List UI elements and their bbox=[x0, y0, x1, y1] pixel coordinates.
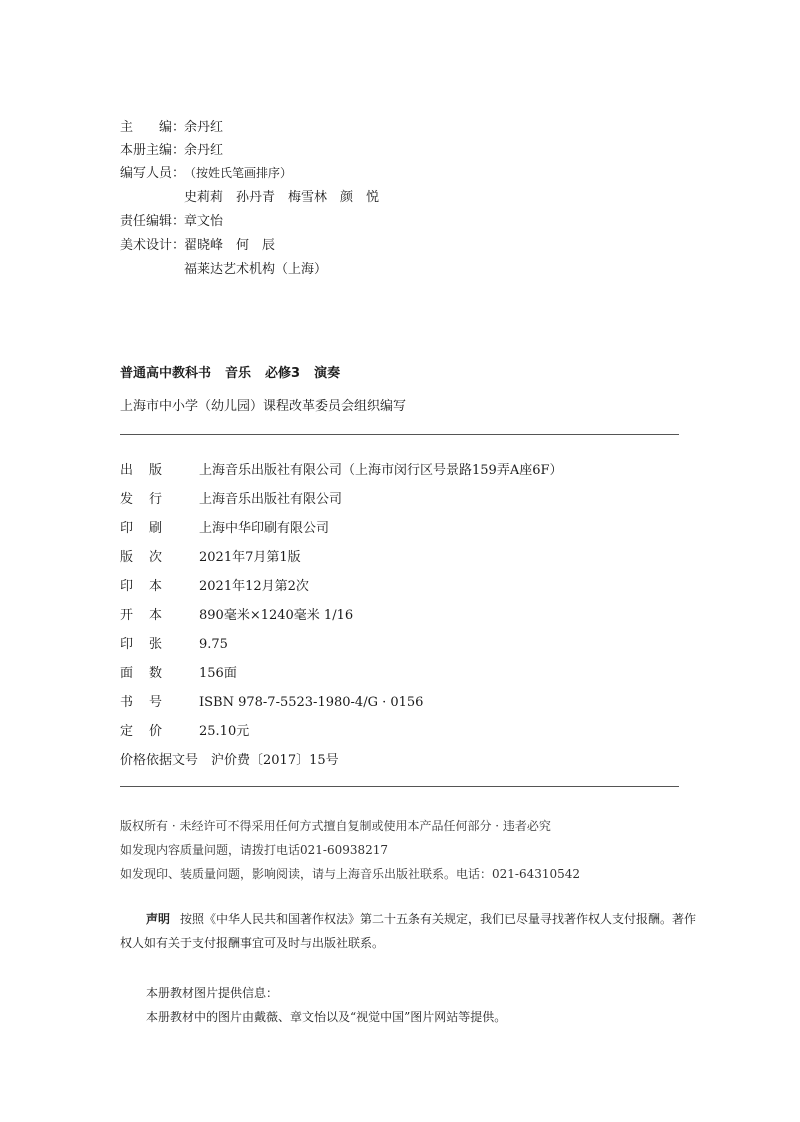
info-row bbox=[120, 517, 329, 536]
info-label: 行 bbox=[149, 492, 163, 507]
info-label: 刷 bbox=[149, 521, 163, 536]
declaration bbox=[120, 907, 700, 955]
credit-responsible-editor bbox=[120, 210, 223, 229]
art-design-agency: 福莱达艺术机构（上海） bbox=[184, 262, 328, 277]
credit-label: 本册主编： bbox=[120, 143, 186, 158]
info-label: 本 bbox=[149, 608, 163, 623]
credit-label: 责任编辑： bbox=[120, 214, 186, 229]
info-row bbox=[120, 488, 342, 507]
content-quality-notice: 如发现内容质量问题，请拨打电话021-60938217 bbox=[120, 843, 389, 857]
info-label: 印 bbox=[120, 521, 134, 536]
info-row bbox=[120, 546, 301, 565]
info-label: 版 bbox=[149, 463, 163, 478]
info-label: 号 bbox=[149, 695, 163, 710]
writers-names: 史莉莉 孙丹青 梅雪林 颜 悦 bbox=[184, 190, 380, 205]
info-value: 上海中华印刷有限公司 bbox=[199, 521, 330, 536]
info-row bbox=[120, 662, 237, 681]
declaration-text: 按照《中华人民共和国著作权法》第二十五条有关规定，我们已尽量寻找著作权人支付报酬。著作权人如有关于支付报酬事宜可及时与出版社联系。 bbox=[120, 912, 697, 950]
info-row bbox=[120, 633, 228, 652]
info-value: 9.75 bbox=[199, 637, 228, 652]
info-row bbox=[120, 575, 309, 594]
info-label: 发 bbox=[120, 492, 134, 507]
info-row bbox=[120, 720, 249, 739]
book-title bbox=[120, 362, 354, 381]
info-label: 开 bbox=[120, 608, 134, 623]
picture-info-text: 本册教材中的图片由戴薇、章文怡以及“视觉中国”图片网站等提供。 bbox=[146, 1010, 507, 1024]
credit-value: 章文怡 bbox=[184, 214, 224, 229]
credit-editor bbox=[120, 116, 223, 135]
info-label: 版 bbox=[120, 550, 134, 565]
info-label: 定 bbox=[120, 724, 134, 739]
info-label: 面 bbox=[120, 666, 134, 681]
info-value: 2021年7月第1版 bbox=[199, 550, 301, 565]
title-part: 必修3 bbox=[265, 366, 301, 381]
info-row bbox=[120, 459, 563, 478]
price-basis: 价格依据文号 沪价费〔2017〕15号 bbox=[120, 753, 339, 768]
info-row bbox=[120, 691, 423, 710]
info-label: 价 bbox=[149, 724, 163, 739]
compiler-org: 上海市中小学（幼儿园）课程改革委员会组织编写 bbox=[120, 399, 407, 414]
info-label: 次 bbox=[149, 550, 163, 565]
info-label: 数 bbox=[149, 666, 163, 681]
credit-value: 翟晓峰 何 辰 bbox=[184, 238, 276, 253]
picture-info-heading: 本册教材图片提供信息： bbox=[146, 986, 279, 1000]
copyright-notice: 版权所有 · 未经许可不得采用任何方式擅自复制或使用本产品任何部分 · 违者必究 bbox=[120, 819, 551, 833]
credit-writers bbox=[120, 162, 292, 181]
declaration-label: 声明 bbox=[146, 912, 171, 926]
credit-volume-editor bbox=[120, 139, 223, 158]
credit-art-design bbox=[120, 234, 275, 253]
credit-value: 余丹红 bbox=[184, 120, 224, 135]
info-value: 上海音乐出版社有限公司 bbox=[199, 492, 343, 507]
info-value: 156面 bbox=[199, 666, 237, 681]
writers-order-note: （按姓氏笔画排序） bbox=[184, 166, 293, 180]
info-value: 890毫米×1240毫米 1/16 bbox=[199, 608, 354, 623]
divider-bottom bbox=[120, 786, 679, 787]
info-value: ISBN 978-7-5523-1980-4/G · 0156 bbox=[199, 695, 424, 710]
info-row bbox=[120, 604, 353, 623]
credit-label: 主 编： bbox=[120, 120, 186, 135]
info-label: 书 bbox=[120, 695, 134, 710]
title-part: 演奏 bbox=[314, 366, 341, 381]
credit-label: 编写人员： bbox=[120, 166, 186, 181]
info-value: 2021年12月第2次 bbox=[199, 579, 309, 594]
credit-value: 余丹红 bbox=[184, 143, 224, 158]
info-value: 25.10元 bbox=[199, 724, 250, 739]
info-label: 印 bbox=[120, 579, 134, 594]
info-label: 本 bbox=[149, 579, 163, 594]
info-label: 张 bbox=[149, 637, 163, 652]
divider-top bbox=[120, 434, 679, 435]
info-label: 印 bbox=[120, 637, 134, 652]
title-part: 普通高中教科书 bbox=[120, 366, 212, 381]
info-label: 出 bbox=[120, 463, 134, 478]
print-quality-notice: 如发现印、装质量问题，影响阅读，请与上海音乐出版社联系。电话：021-64310542 bbox=[120, 867, 581, 881]
credit-label: 美术设计： bbox=[120, 238, 186, 253]
info-value: 上海音乐出版社有限公司（上海市闵行区号景路159弄A座6F） bbox=[199, 463, 563, 478]
title-part: 音乐 bbox=[225, 366, 252, 381]
